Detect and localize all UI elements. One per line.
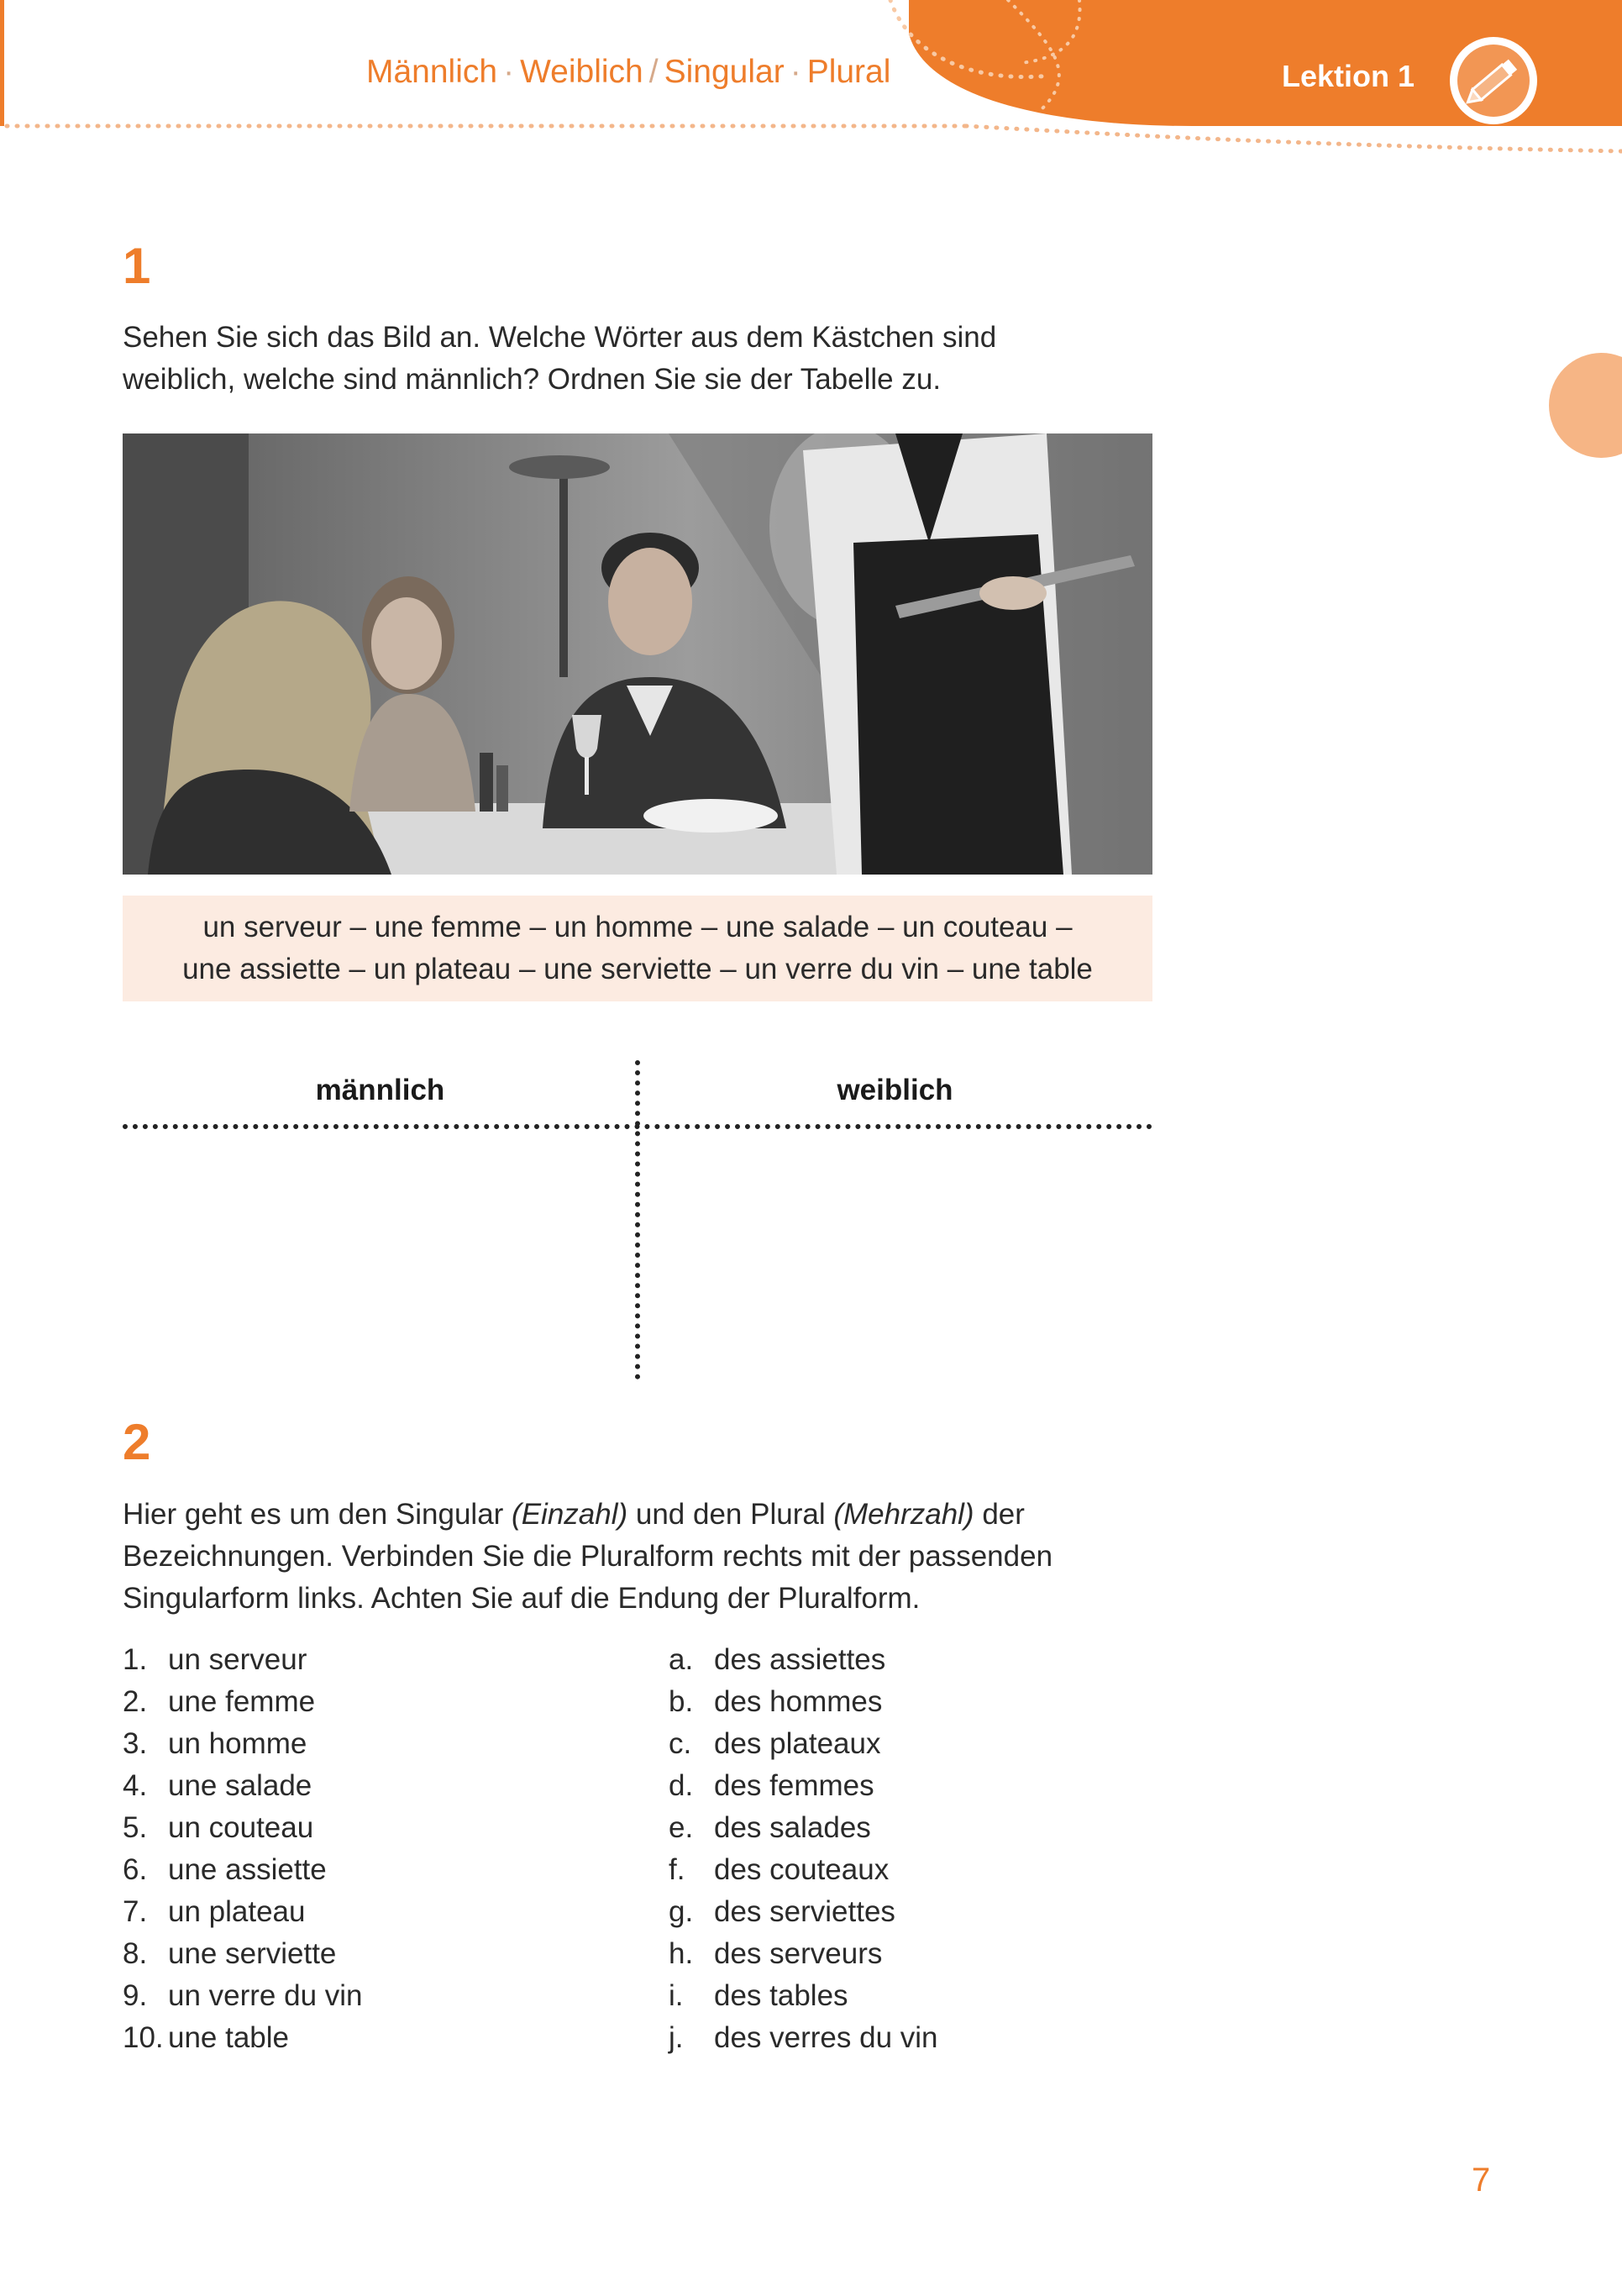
exercise-number: 2 [123, 1414, 151, 1470]
item-text: un serveur [168, 1643, 307, 1676]
item-text: un couteau [168, 1811, 314, 1844]
instruction-line: Sehen Sie sich das Bild an. Welche Wörter aus dem Kästchen sind [123, 321, 997, 354]
plural-item [669, 1933, 938, 1975]
item-text: un verre du vin [168, 1979, 363, 2012]
singular-item [123, 1723, 363, 1765]
item-text: une assiette [168, 1853, 327, 1886]
instruction-line: weiblich, welche sind männlich? Ordnen Sie sie der Tabelle zu. [123, 363, 942, 396]
header-title-part: Singular [664, 54, 785, 90]
item-letter: h. [669, 1937, 694, 1970]
item-text: des tables [714, 1979, 848, 2012]
item-text: un plateau [168, 1895, 306, 1928]
restaurant-photo [123, 433, 1152, 875]
page-number: 7 [1472, 2162, 1491, 2199]
instruction-text: Hier geht es um den Singular [123, 1498, 512, 1531]
instruction-line [123, 1494, 1052, 1536]
header-separator: / [648, 54, 659, 90]
plural-list [669, 1639, 938, 2059]
singular-item [123, 1933, 363, 1975]
instruction-emphasis: (Mehrzahl) [833, 1498, 974, 1531]
plural-item [669, 1849, 938, 1891]
instruction-emphasis: (Einzahl) [512, 1498, 628, 1531]
item-letter: a. [669, 1643, 694, 1676]
lesson-label: Lektion 1 [1282, 59, 1415, 93]
item-text: une salade [168, 1769, 312, 1802]
plural-item [669, 1975, 938, 2017]
item-text: une femme [168, 1685, 316, 1718]
header-separator: · [790, 54, 801, 90]
singular-item [123, 1681, 363, 1723]
item-number: 3. [123, 1727, 148, 1760]
singular-item [123, 1849, 363, 1891]
item-number: 2. [123, 1685, 148, 1718]
header-title [366, 54, 890, 91]
plural-item [669, 2017, 938, 2059]
word-box-line: une assiette – un plateau – une serviette – un verre du vin – une table [182, 953, 1093, 985]
item-number: 8. [123, 1937, 148, 1970]
side-tab-marker [1549, 353, 1622, 458]
singular-item [123, 1639, 363, 1681]
item-number: 10. [123, 2021, 164, 2054]
exercise-instructions [123, 1494, 1052, 1620]
instruction-line: Singularform links. Achten Sie auf die Endung der Pluralform. [123, 1582, 921, 1615]
item-text: une table [168, 2021, 290, 2054]
column-header-feminine: weiblich [837, 1074, 953, 1106]
instruction-text: der [974, 1498, 1025, 1531]
item-text: des plateaux [714, 1727, 881, 1760]
item-text: un homme [168, 1727, 307, 1760]
instruction-line: Bezeichnungen. Verbinden Sie die Pluralform rechts mit der passenden [123, 1540, 1053, 1573]
item-text: des serveurs [714, 1937, 883, 1970]
item-text: une serviette [168, 1937, 337, 1970]
item-letter: d. [669, 1769, 694, 1802]
singular-item [123, 1765, 363, 1807]
singular-item [123, 1807, 363, 1849]
item-number: 1. [123, 1643, 148, 1676]
item-text: des verres du vin [714, 2021, 938, 2054]
item-number: 4. [123, 1769, 148, 1802]
item-letter: c. [669, 1727, 692, 1760]
plural-item [669, 1891, 938, 1933]
item-text: des femmes [714, 1769, 874, 1802]
plural-item [669, 1723, 938, 1765]
item-number: 9. [123, 1979, 148, 2012]
singular-list [123, 1639, 363, 2059]
plural-item [669, 1765, 938, 1807]
header-title-part: Plural [806, 54, 891, 90]
item-letter: i. [669, 1979, 684, 2012]
singular-item [123, 2017, 363, 2059]
plural-item [669, 1639, 938, 1681]
header-title-part: Weiblich [520, 54, 643, 90]
item-text: des serviettes [714, 1895, 895, 1928]
table-vertical-divider [635, 1060, 640, 1379]
item-letter: f. [669, 1853, 685, 1886]
plural-item [669, 1807, 938, 1849]
item-text: des salades [714, 1811, 871, 1844]
item-text: des couteaux [714, 1853, 890, 1886]
plural-item [669, 1681, 938, 1723]
instruction-text: und den Plural [627, 1498, 834, 1531]
item-letter: e. [669, 1811, 694, 1844]
column-header-masculine: männlich [315, 1074, 445, 1106]
exercise-instructions [123, 317, 996, 401]
item-letter: j. [669, 2021, 684, 2054]
word-box [123, 896, 1152, 1001]
singular-item [123, 1975, 363, 2017]
item-number: 6. [123, 1853, 148, 1886]
item-letter: b. [669, 1685, 694, 1718]
header-title-part: Männlich [366, 54, 498, 90]
item-text: des assiettes [714, 1643, 886, 1676]
exercise-number: 1 [123, 238, 151, 294]
singular-item [123, 1891, 363, 1933]
pencil-icon [1441, 34, 1549, 128]
item-text: des hommes [714, 1685, 883, 1718]
word-box-line: un serveur – une femme – un homme – une salade – un couteau – [202, 911, 1073, 943]
header-separator: · [503, 54, 515, 90]
item-number: 7. [123, 1895, 148, 1928]
item-number: 5. [123, 1811, 148, 1844]
item-letter: g. [669, 1895, 694, 1928]
